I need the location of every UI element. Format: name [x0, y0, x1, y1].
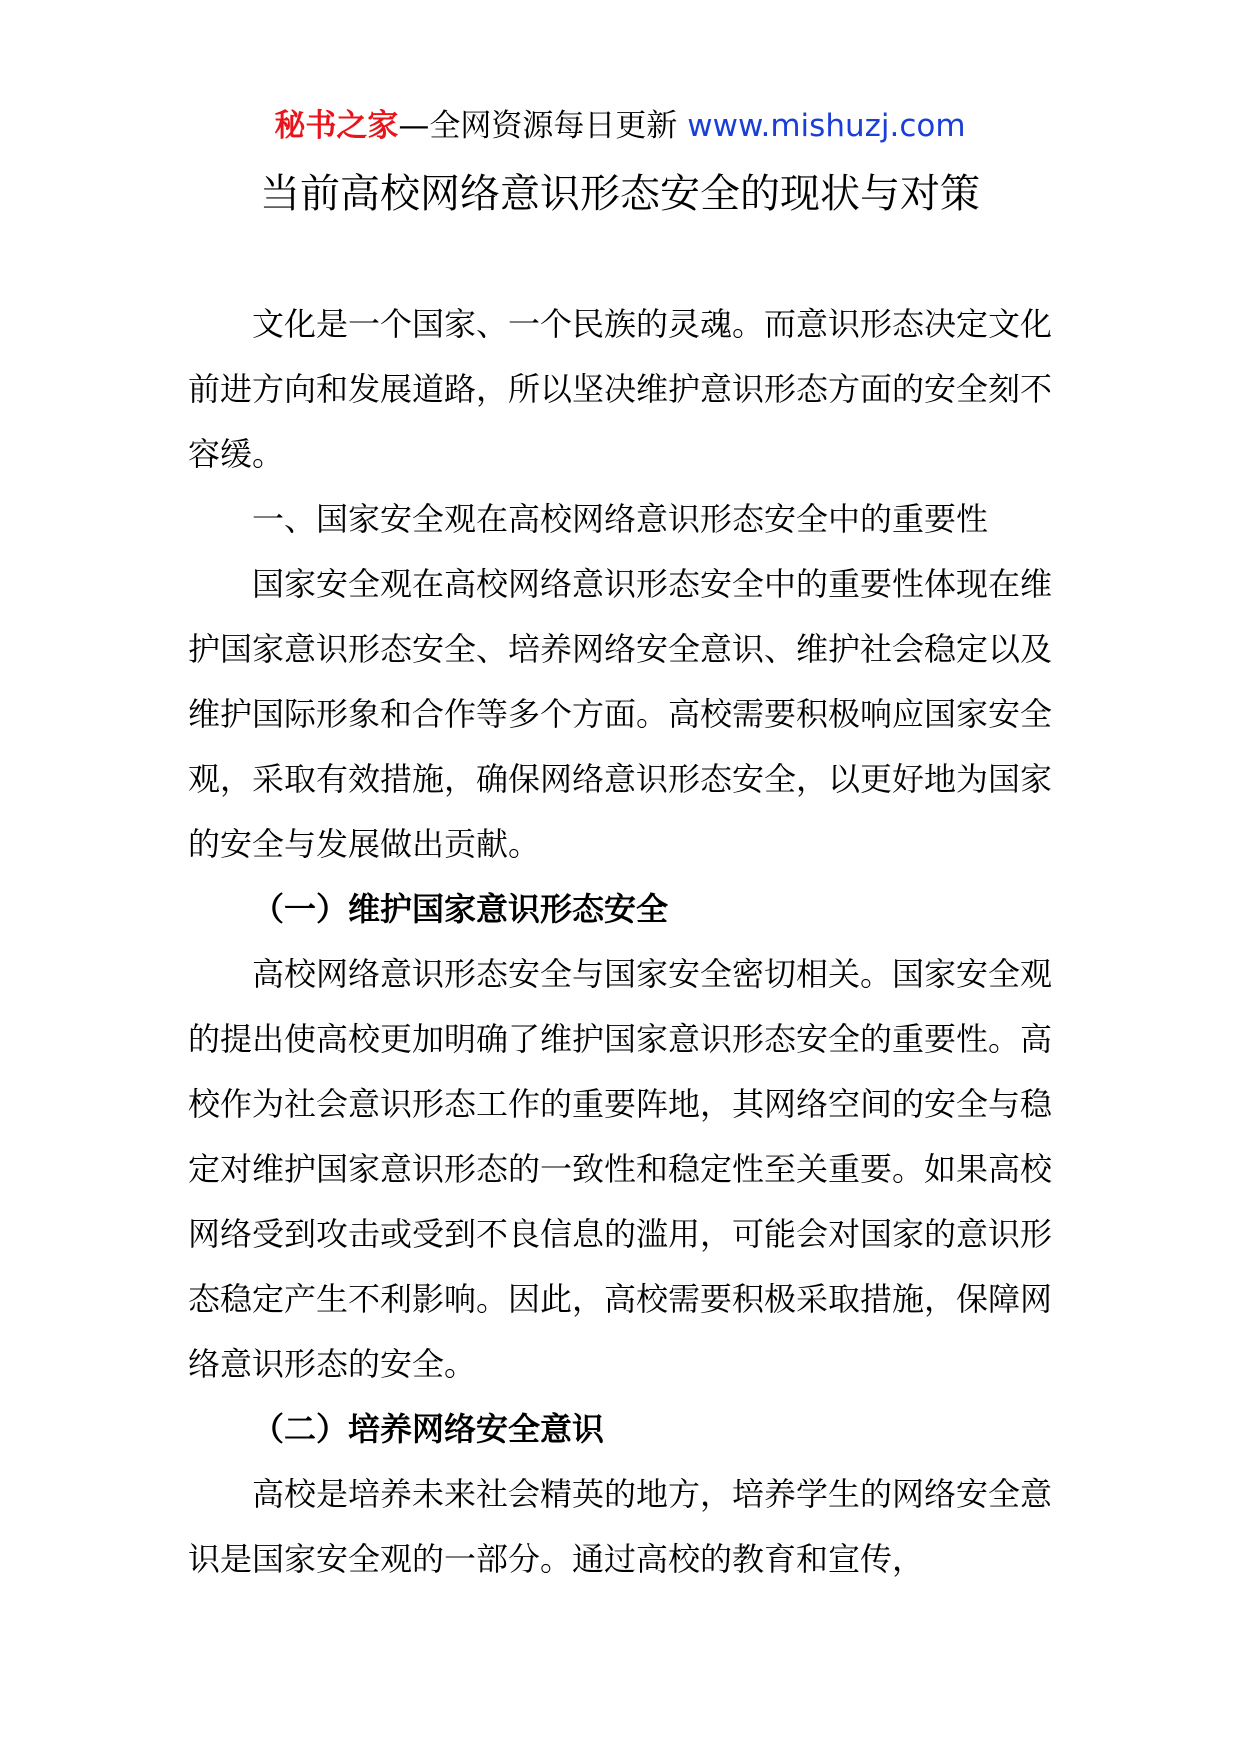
paragraph-section-1: 国家安全观在高校网络意识形态安全中的重要性体现在维护国家意识形态安全、培养网络安全意识、维护社会稳定以及维护国际形象和合作等多个方面。高校需要积极响应国家安全观，采取有效措施，确保网络意识形态安全，以更好地为国家的安全与发展做出贡献。 [188, 565, 1053, 863]
site-brand: 秘书之家 [274, 108, 399, 144]
paragraph-intro: 文化是一个国家、一个民族的灵魂。而意识形态决定文化前进方向和发展道路，所以坚决维护意识形态方面的安全刻不容缓。 [188, 305, 1053, 473]
document-body [188, 292, 1052, 1592]
subsection-heading-1: （一）维护国家意识形态安全 [252, 890, 669, 928]
section-heading-1: 一、国家安全观在高校网络意识形态安全中的重要性 [252, 500, 989, 538]
site-slogan: —全网资源每日更新 [398, 108, 688, 144]
site-header [0, 104, 1240, 148]
document-title: 当前高校网络意识形态安全的现状与对策 [260, 171, 980, 217]
site-url-link[interactable]: www.mishuzj.com [687, 108, 966, 144]
paragraph-subsection-2: 高校是培养未来社会精英的地方，培养学生的网络安全意识是国家安全观的一部分。通过高校的教育和宣传， [188, 1475, 1053, 1578]
paragraph-subsection-1: 高校网络意识形态安全与国家安全密切相关。国家安全观的提出使高校更加明确了维护国家意识形态安全的重要性。高校作为社会意识形态工作的重要阵地，其网络空间的安全与稳定对维护国家意识形态的一致性和稳定性至关重要。如果高校网络受到攻击或受到不良信息的滥用，可能会对国家的意识形态稳定产生不利影响。因此，高校需要积极采取措施，保障网络意识形态的安全。 [188, 955, 1053, 1383]
subsection-heading-2: （二）培养网络安全意识 [252, 1410, 605, 1448]
